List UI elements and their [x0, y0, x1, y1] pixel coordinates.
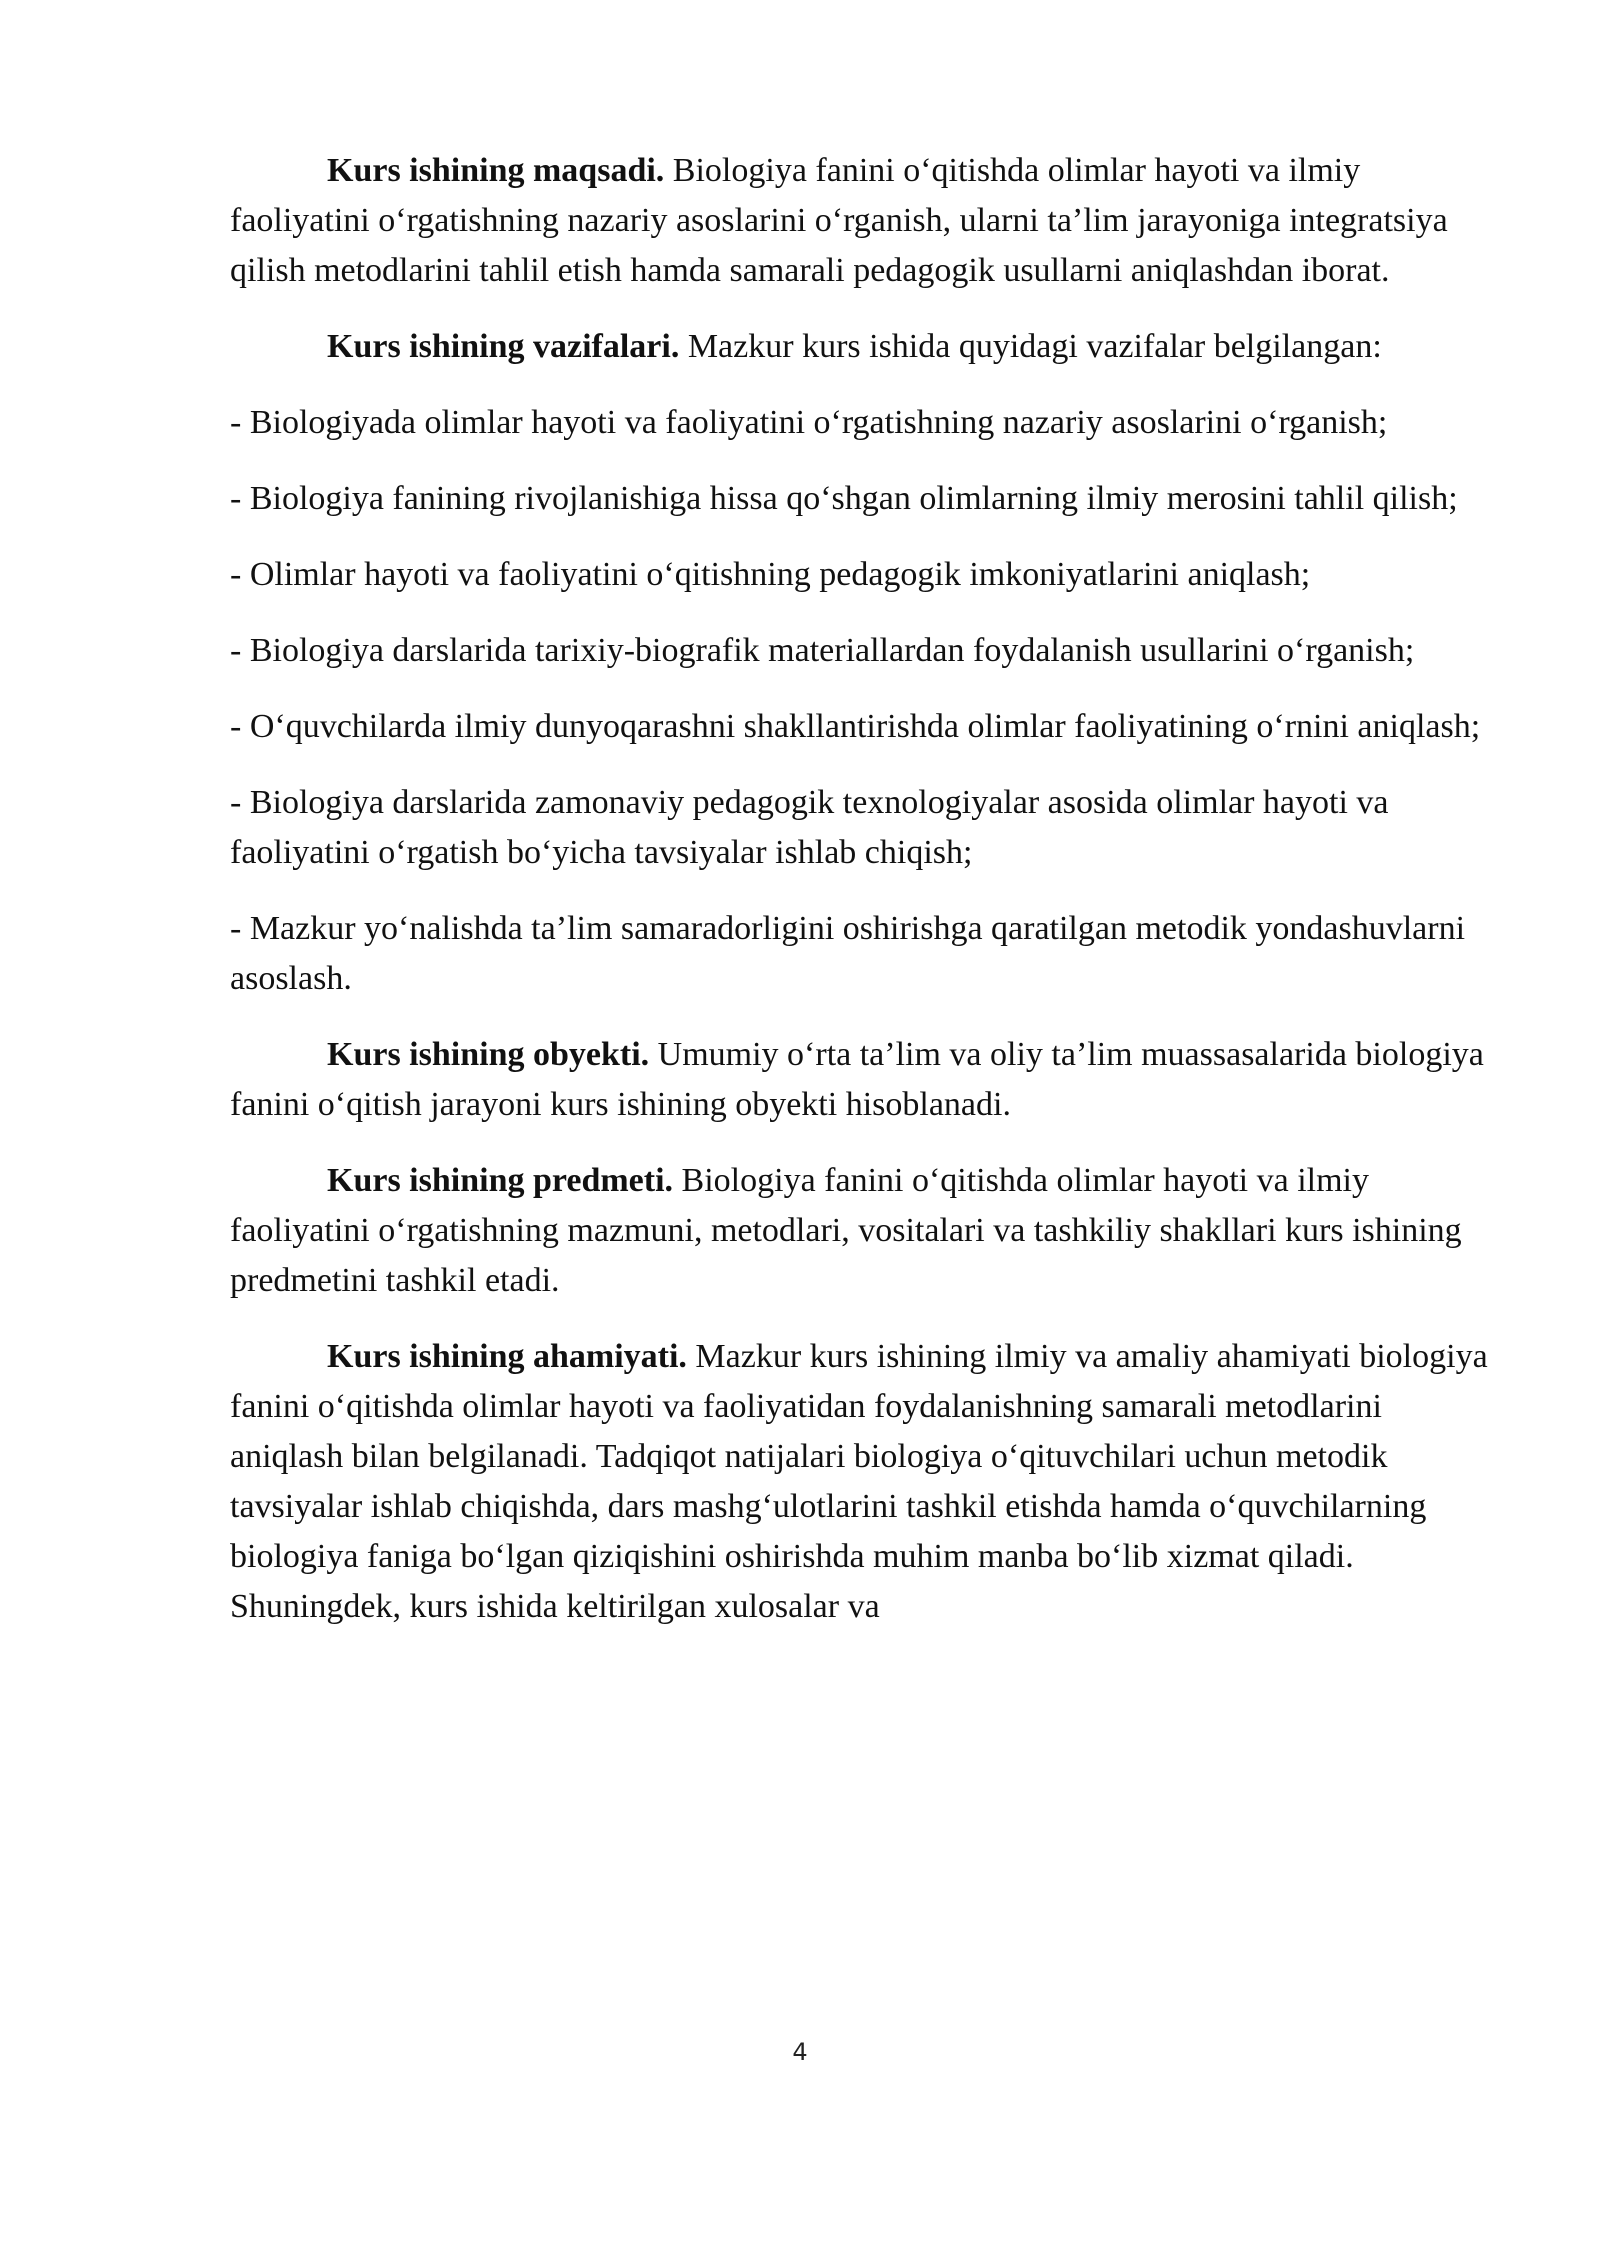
text-obyekt: Umumiy o‘rta ta’lim va oliy ta’lim muassasalarida biologiya fanini o‘qitish jarayoni kurs ishining obyekti hisoblanadi.: [230, 1036, 1484, 1123]
page-number: 4: [792, 2038, 808, 2066]
paragraph-vazifalar: [230, 322, 1492, 372]
heading-obyekt: Kurs ishining obyekti.: [327, 1036, 650, 1073]
text-predmet: Biologiya fanini o‘qitishda olimlar hayoti va ilmiy faoliyatini o‘rgatishning mazmuni, metodlari, vositalari va tashkiliy shakllari kurs ishining predmetini tashkil etadi.: [230, 1162, 1462, 1299]
document-page: [230, 146, 1492, 1658]
text-vazifalar: Mazkur kurs ishida quyidagi vazifalar belgilangan:: [679, 328, 1382, 365]
paragraph-predmet: [230, 1156, 1492, 1306]
list-item: - Biologiyada olimlar hayoti va faoliyatini o‘rgatishning nazariy asoslarini o‘rganish;: [230, 404, 1388, 441]
heading-predmet: Kurs ishining predmeti.: [327, 1162, 674, 1199]
heading-maqsad: Kurs ishining maqsadi.: [327, 152, 665, 189]
list-item: - Biologiya darslarida tarixiy-biografik materiallardan foydalanish usullarini o‘rganish;: [230, 632, 1415, 669]
paragraph-maqsad: [230, 146, 1492, 296]
list-item: - Mazkur yo‘nalishda ta’lim samaradorligini oshirishga qaratilgan metodik yondashuvlarni asoslash.: [230, 910, 1466, 997]
paragraph-obyekt: [230, 1030, 1492, 1130]
text-maqsad: Biologiya fanini o‘qitishda olimlar hayoti va ilmiy faoliyatini o‘rgatishning nazariy asoslarini o‘rganish, ularni ta’lim jarayoniga integratsiya qilish metodlarini tahlil etish hamda samarali pedagogik usullarni aniqlashdan iborat.: [230, 152, 1448, 289]
paragraph-ahamiyat: [230, 1332, 1492, 1632]
text-ahamiyat: Mazkur kurs ishining ilmiy va amaliy ahamiyati biologiya fanini o‘qitishda olimlar hayoti va faoliyatidan foydalanishning samarali metodlarini aniqlash bilan belgilanadi. Tadqiqot natijalari biologiya o‘qituvchilari uchun metodik tavsiyalar ishlab chiqishda, dars mashg‘ulotlarini tashkil etishda hamda o‘quvchilarning biologiya faniga bo‘lgan qiziqishini oshirishda muhim manba bo‘lib xizmat qiladi. Shuningdek, kurs ishida keltirilgan xulosalar va: [230, 1338, 1488, 1625]
list-item: - Biologiya darslarida zamonaviy pedagogik texnologiyalar asosida olimlar hayoti va faoliyatini o‘rgatish bo‘yicha tavsiyalar ishlab chiqish;: [230, 784, 1389, 871]
list-item: - Biologiya fanining rivojlanishiga hissa qo‘shgan olimlarning ilmiy merosini tahlil qilish;: [230, 480, 1458, 517]
list-item: - O‘quvchilarda ilmiy dunyoqarashni shakllantirishda olimlar faoliyatining o‘rnini aniqlash;: [230, 708, 1481, 745]
heading-vazifalar: Kurs ishining vazifalari.: [327, 328, 680, 365]
list-item: - Olimlar hayoti va faoliyatini o‘qitishning pedagogik imkoniyatlarini aniqlash;: [230, 556, 1311, 593]
tasks-list: [230, 398, 1492, 1004]
heading-ahamiyat: Kurs ishining ahamiyati.: [327, 1338, 687, 1375]
